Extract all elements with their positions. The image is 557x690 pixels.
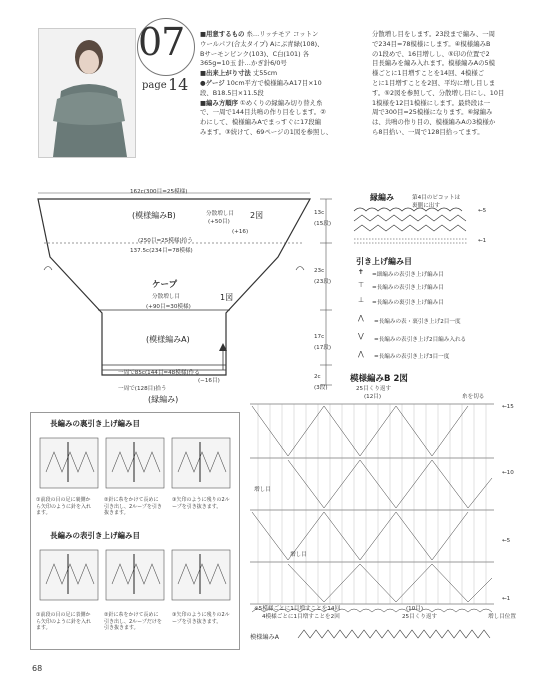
- side-17: 17c: [314, 334, 325, 340]
- finished-value: 丈55cm: [252, 69, 278, 78]
- legend-symbol-4: ⋀: [358, 314, 364, 322]
- b-note-2: (+50目): [208, 219, 230, 225]
- cape-label: ケープ: [152, 280, 178, 290]
- gauge-label: ●ゲージ: [200, 78, 225, 87]
- technique-caption-1a: ①前段の目の足に裏側から矢印のように針を入れます。: [36, 497, 92, 516]
- top-dimension: 162c(300目=25模様): [130, 189, 188, 195]
- legend-symbol-3: ⊥: [358, 296, 365, 304]
- pattern-a-row: [296, 626, 496, 642]
- edging-row-5: ←5: [478, 208, 487, 214]
- legend-item-3: =長編みの裏引き上げ編み目: [372, 300, 444, 306]
- info-column-right: [372, 30, 522, 138]
- gauge-line1: 10cm平方で模様編みA17目×10: [226, 78, 322, 87]
- pattern-number: 07: [138, 20, 185, 64]
- minus16-label: (−16目): [198, 378, 220, 384]
- right-line: 目長編みを編み入れます。模様編みAの5模: [372, 59, 495, 68]
- procedure-line3: わにして、模様編みAでまっすぐに17段編: [200, 118, 322, 127]
- yarn-cut-note: 糸を切る: [462, 394, 485, 400]
- procedure-line1: ①めくりの縁編み切り替え糸: [240, 98, 323, 107]
- pattern-b-chart: [248, 398, 498, 628]
- page-label: page: [142, 80, 167, 91]
- materials-line1: 糸…リッチモア コットン: [246, 30, 319, 38]
- lower-dimension: 137.5c(234目=78模様): [130, 248, 193, 254]
- side-13b: (15段): [314, 221, 332, 227]
- chart2-row-5: ←5: [502, 538, 511, 544]
- technique-title-1: 長編みの裏引き上げ編み目: [50, 419, 140, 428]
- right-line: は、共鳴の作り目の、模様編みAの3模様か: [372, 118, 496, 127]
- technique-illustration-1: [38, 432, 232, 494]
- pattern-a-label: (模様編みA): [146, 335, 190, 344]
- side-2: 2c: [314, 374, 321, 380]
- increase-position-label: 増し目位置: [488, 614, 516, 620]
- legend-item-4: =長編みの表・裏引き上げ2目一度: [374, 319, 461, 325]
- technique-caption-2c: ③矢印のように残りの2ループを引き抜きます。: [172, 612, 230, 625]
- right-line: す。⑤2図を参照して、分散増し目にし、10目: [372, 88, 505, 97]
- page-ref: 14: [168, 75, 189, 94]
- legend-symbol-2: ⊤: [358, 281, 365, 289]
- edging-chart-title: 縁編み: [370, 193, 394, 202]
- right-line: で234目=78模様にします。④模様編みB: [372, 39, 491, 48]
- legend-symbol-5: ⋁: [358, 332, 364, 340]
- cape-note-1: 分散増し目: [152, 294, 180, 300]
- edging-note-2: 裏側に出す: [412, 203, 440, 209]
- legend-item-1: =細編みの表引き上げ編み目: [372, 272, 444, 278]
- right-line: の1段めで、16目増しし、⑤印の位置で2: [372, 49, 490, 58]
- cape-note-2: (+90目=30模様): [146, 304, 191, 310]
- procedure-line4: みます。③続けて、69ページの1図を参照し、: [200, 127, 333, 136]
- technique-caption-2b: ②針に糸をかけて長めに引き出し、2ループだけを引き抜きます。: [104, 612, 162, 631]
- side-2b: (3段): [314, 385, 328, 391]
- increase-label-2: 増し目: [290, 552, 307, 558]
- legend-title: 引き上げ編み目: [356, 257, 412, 266]
- materials-line2: ウールパフ(合太タイプ) Aにぶ青緑(108)、: [200, 39, 324, 48]
- side-23b: (23段): [314, 279, 332, 285]
- gauge-line2: 段、B18.5目×11.5段: [200, 88, 264, 97]
- bottom-dimension-2: 一周で(128目)拾う: [118, 386, 167, 392]
- edging-row-1: ←1: [478, 238, 487, 244]
- right-line: 様ごとに1目増すことを14回、4模様ご: [372, 69, 485, 78]
- chart2-repeat-2: (12目): [364, 394, 382, 400]
- fig1-label: 1図: [220, 293, 234, 302]
- right-line: ら8目拾い、一周で128目拾ってます。: [372, 127, 484, 136]
- right-line: 1模様を12目1模様にします。最終段は一: [372, 98, 491, 107]
- technique-caption-1c: ③矢印のように残りの2ループを引き抜きます。: [172, 497, 230, 510]
- chart2-row-10: ←10: [502, 470, 514, 476]
- chart2-bottom-note-1: ※5模様ごとに1目増すことを14回: [254, 606, 341, 612]
- edging-note-1: 第4目のピコットは: [412, 195, 461, 201]
- mid-dimension: (250目=25模様)拾う: [138, 238, 193, 244]
- technique-caption-1b: ②針に糸をかけて長めに引き出し、2ループを引き抜きます。: [104, 497, 162, 516]
- legend-item-5: =長編みの表引き上げ2目編み入れる: [374, 337, 467, 343]
- b-note-1: 分散増し目: [206, 211, 234, 217]
- pattern-b-label: (模様編みB): [132, 211, 176, 220]
- edging-label: (縁編み): [148, 395, 179, 404]
- info-column: [200, 30, 340, 138]
- legend-item-2: =長編みの表引き上げ編み目: [372, 285, 444, 291]
- side-17b: (17段): [314, 345, 332, 351]
- materials-label: ■用意するもの: [200, 30, 245, 38]
- chart2-repeat-1: 25目くり返す: [356, 386, 392, 392]
- side-23: 23c: [314, 268, 325, 274]
- chart2-title: 模様編みB 2図: [350, 374, 408, 384]
- materials-line3: Bサーモンピンク(103)、C白(101) 各: [200, 49, 310, 58]
- edging-chart: [352, 205, 472, 247]
- chart2-bottom-note-2: 4模様ごとに1目増すことを2回: [262, 614, 340, 620]
- right-line: とに1目増すことを2回、平均に増し目しま: [372, 78, 496, 87]
- procedure-label: ■編み方順序: [200, 98, 238, 107]
- chart2-bottom-repeat-1: (10目): [406, 606, 424, 612]
- fig2-label: 2図: [250, 211, 264, 220]
- technique-caption-2a: ①前段の目の足に表側から矢印のように針を入れます。: [36, 612, 92, 631]
- chart2-pattern-a: 模様編みA: [250, 634, 279, 641]
- chart2-row-15: ←15: [502, 404, 514, 410]
- right-line: 分散増し目をします。23段まで編み、一周: [372, 30, 496, 38]
- legend-symbol-1: ✝: [358, 268, 364, 276]
- technique-illustration-2: [38, 544, 232, 606]
- materials-line4: 365g=10玉 針…かぎ針6/0号: [200, 59, 287, 68]
- chart2-row-1: ←1: [502, 596, 511, 602]
- legend-item-6: =長編みの表引き上げ3目一度: [374, 354, 450, 360]
- side-13: 13c: [314, 210, 325, 216]
- chart2-bottom-repeat-2: 25目くり返す: [402, 614, 438, 620]
- model-photo: [38, 28, 136, 158]
- plus16-label: (+16): [232, 229, 249, 235]
- legend-symbol-6: ⋀: [358, 350, 364, 358]
- bottom-dimension-1: 一周で85c(144目=48模様)作る: [118, 370, 200, 376]
- right-line: 周で300目=25模様になります。⑥縁編み: [372, 108, 493, 117]
- page-number: 68: [32, 664, 43, 673]
- finished-label: ■出来上がり寸法: [200, 69, 251, 78]
- procedure-line2: で、一周で144目共鳴の作り目をします。②: [200, 108, 326, 117]
- technique-title-2: 長編みの表引き上げ編み目: [50, 531, 140, 540]
- increase-label-1: 増し目: [254, 487, 271, 493]
